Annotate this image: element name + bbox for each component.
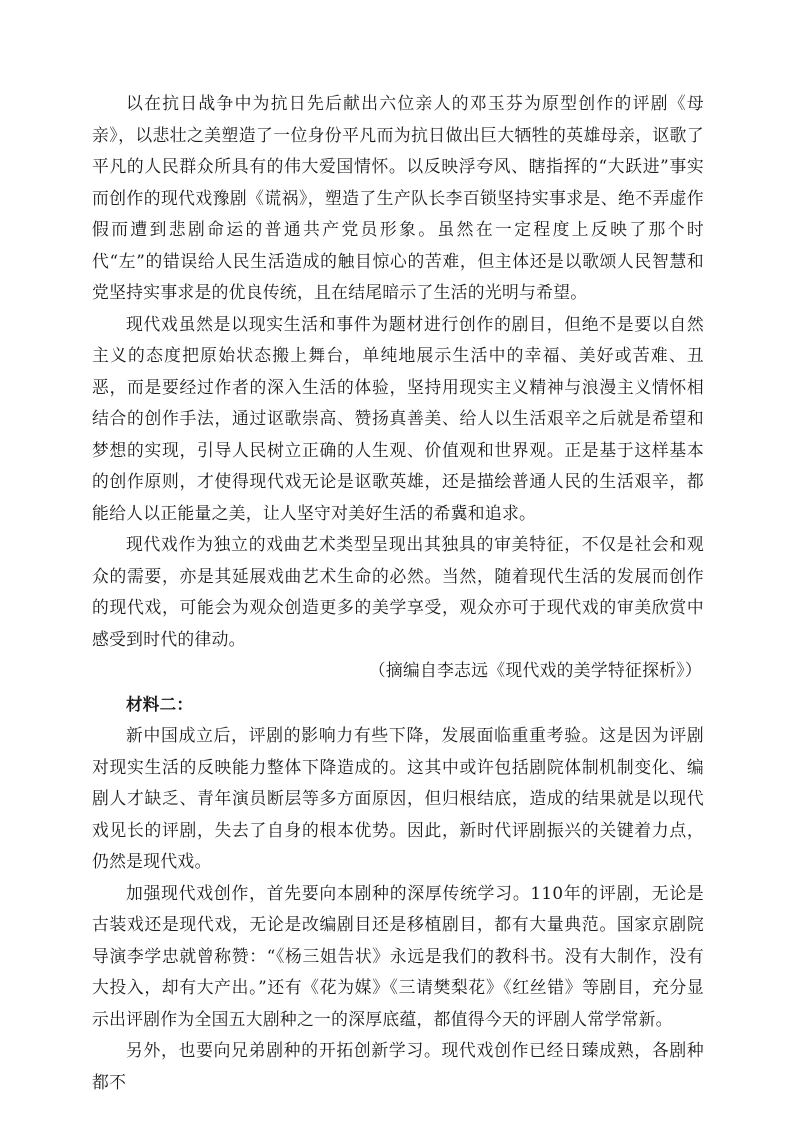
paragraph-pingju-decline: 新中国成立后，评剧的影响力有些下降，发展面临重重考验。这是因为评剧对现实生活的反映能力整体下降造成的。这其中或许包括剧院体制机制变化、编剧人才缺乏、青年演员断层等多方面原因，但归根结底，造成的结果就是以现代戏见长的评剧，失去了自身的根本优势。因此，新时代评剧振兴的关键着力点，仍然是现代戏。 <box>92 725 704 871</box>
source-citation: （摘编自李志远《现代戏的美学特征探析》） <box>368 660 702 680</box>
paragraph-aesthetic-feature: 现代戏作为独立的戏曲艺术类型呈现出其独具的审美特征，不仅是社会和观众的需要，亦是其延展戏曲艺术生命的必然。当然，随着现代生活的发展而创作的现代戏，可能会为观众创造更多的美学享受，观众亦可于现代戏的审美欣赏中感受到时代的律动。 <box>92 534 704 649</box>
section-heading-material-two: 材料二： <box>126 694 194 714</box>
paragraph-learn-innovation: 另外，也要向兄弟剧种的开拓创新学习。现代戏创作已经日臻成熟，各剧种都不 <box>92 1040 704 1092</box>
paragraph-creation-principle: 现代戏虽然是以现实生活和事件为题材进行创作的剧目，但绝不是要以自然主义的态度把原始状态搬上舞台，单纯地展示生活中的幸福、美好或苦难、丑恶，而是要经过作者的深入生活的体验，坚持用现实主义精神与浪漫主义情怀相结合的创作手法，通过讴歌崇高、赞扬真善美、给人以生活艰辛之后就是希望和梦想的实现，引导人民树立正确的人生观、价值观和世界观。正是基于这样基本的创作原则，才使得现代戏无论是讴歌英雄，还是描绘普通人民的生活艰辛，都能给人以正能量之美，让人坚守对美好生活的希冀和追求。 <box>92 313 704 523</box>
document-page <box>92 88 704 1098</box>
paragraph-muqin: 以在抗日战争中为抗日先后献出六位亲人的邓玉芬为原型创作的评剧《母亲》，以悲壮之美塑造了一位身份平凡而为抗日做出巨大牺牲的英雄母亲，讴歌了平凡的人民群众所具有的伟大爱国情怀。以反映浮夸风、瞎指挥的“大跃进”事实而创作的现代戏豫剧《谎祸》，塑造了生产队长李百锁坚持实事求是、绝不弄虚作假而遭到悲剧命运的普通共产党员形象。虽然在一定程度上反映了那个时代“左”的错误给人民生活造成的触目惊心的苦难，但主体还是以歌颂人民智慧和党坚持实事求是的优良传统，且在结尾暗示了生活的光明与希望。 <box>92 93 704 302</box>
paragraph-learn-tradition: 加强现代戏创作，首先要向本剧种的深厚传统学习。110年的评剧，无论是古装戏还是现代戏，无论是改编剧目还是移植剧目，都有大量典范。国家京剧院导演李学忠就曾称赞：“《杨三姐告状》永远是我们的教科书。没有大制作，没有大投入，却有大产出。”还有《花为媒》《三请樊梨花》《红丝错》等剧目，充分显示出评剧作为全国五大剧种之一的深厚底蕴，都值得今天的评剧人常学常新。 <box>92 882 704 1029</box>
